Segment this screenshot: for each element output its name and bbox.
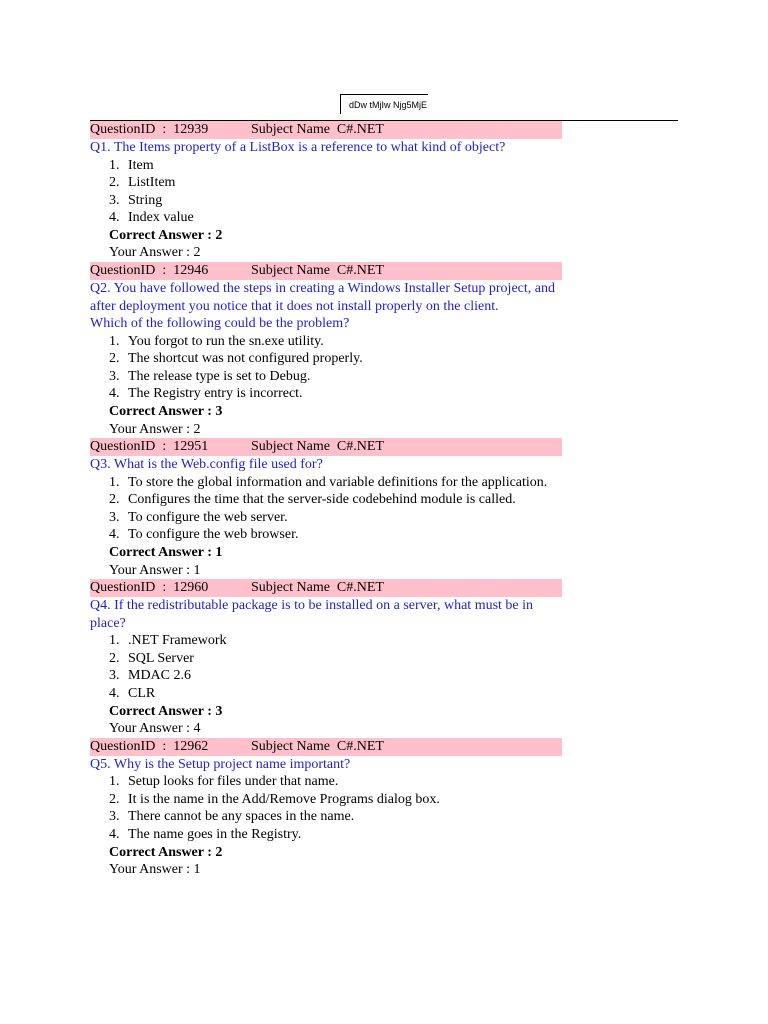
- your-answer: Your Answer : 2: [109, 245, 201, 261]
- correct-answer: Correct Answer : 2: [109, 844, 223, 860]
- option-item: 2. ListItem: [109, 175, 176, 191]
- option-item: 1. Item: [109, 157, 154, 173]
- question-id: QuestionID : 12939: [90, 122, 209, 137]
- question-meta-bar: [90, 438, 562, 456]
- option-list: [90, 157, 562, 227]
- question-meta-bar: [90, 262, 562, 280]
- header-code-box: dDw tMjIw Njg5MjE: [340, 94, 428, 114]
- option-item: 3. MDAC 2.6: [109, 668, 192, 684]
- option-item: 1. .NET Framework: [109, 633, 227, 649]
- question-block: [90, 262, 562, 438]
- option-list: [90, 333, 562, 403]
- option-item: 1. To store the global information and variable definitions for the application.: [109, 474, 548, 490]
- option-item: 3. String: [109, 192, 163, 208]
- option-item: 3. The release type is set to Debug.: [109, 368, 311, 384]
- option-item: 2. Configures the time that the server-side codebehind module is called.: [109, 492, 516, 508]
- subject-name: Subject Name C#.NET: [251, 580, 384, 596]
- question-block: [90, 121, 562, 262]
- question-block: [90, 738, 562, 879]
- question-meta-bar: [90, 579, 562, 597]
- your-answer: Your Answer : 2: [109, 421, 201, 437]
- question-meta-bar: [90, 738, 562, 756]
- question-text: Q1. The Items property of a ListBox is a reference to what kind of object?: [90, 140, 506, 155]
- question-meta-bar: [90, 121, 562, 139]
- option-item: 4. The name goes in the Registry.: [109, 827, 302, 843]
- question-text: Q5. Why is the Setup project name important?: [90, 756, 351, 772]
- option-list: [90, 632, 562, 702]
- option-item: 3. There cannot be any spaces in the name.: [109, 809, 355, 825]
- subject-name: Subject Name C#.NET: [251, 439, 384, 455]
- correct-answer: Correct Answer : 3: [109, 703, 223, 719]
- question-block: [90, 438, 562, 579]
- your-answer: Your Answer : 4: [109, 721, 201, 737]
- question-id: QuestionID : 12962: [90, 738, 209, 754]
- subject-name: Subject Name C#.NET: [251, 122, 384, 137]
- correct-answer: Correct Answer : 3: [109, 403, 223, 419]
- option-list: [90, 773, 562, 843]
- subject-name: Subject Name C#.NET: [251, 738, 384, 754]
- question-text: Q4. If the redistributable package is to be installed on a server, what must be in place?: [90, 598, 534, 631]
- your-answer: Your Answer : 1: [109, 562, 201, 578]
- question-id: QuestionID : 12946: [90, 263, 209, 279]
- subject-name: Subject Name C#.NET: [251, 263, 384, 279]
- option-item: 2. SQL Server: [109, 650, 194, 666]
- option-item: 2. The shortcut was not configured properly.: [109, 351, 363, 367]
- option-item: 3. To configure the web server.: [109, 509, 288, 525]
- question-id: QuestionID : 12960: [90, 580, 209, 596]
- option-item: 1. Setup looks for files under that name.: [109, 774, 339, 790]
- question-list: [90, 121, 562, 879]
- option-item: 1. You forgot to run the sn.exe utility.: [109, 333, 324, 349]
- option-item: 4. Index value: [109, 210, 194, 226]
- option-item: 2. It is the name in the Add/Remove Programs dialog box.: [109, 791, 440, 807]
- your-answer: Your Answer : 1: [109, 862, 201, 878]
- question-text: Q2. You have followed the steps in creating a Windows Installer Setup project, and after deployment you notice that it does not install properly on the client. Which of the following could be the problem?: [90, 281, 555, 332]
- question-id: QuestionID : 12951: [90, 439, 209, 455]
- correct-answer: Correct Answer : 2: [109, 227, 223, 243]
- option-item: 4. To configure the web browser.: [109, 527, 299, 543]
- correct-answer: Correct Answer : 1: [109, 545, 223, 560]
- question-block: [90, 579, 562, 738]
- option-list: [90, 474, 562, 544]
- option-item: 4. The Registry entry is incorrect.: [109, 386, 303, 402]
- option-item: 4. CLR: [109, 685, 156, 701]
- question-text: Q3. What is the Web.config file used for?: [90, 457, 323, 473]
